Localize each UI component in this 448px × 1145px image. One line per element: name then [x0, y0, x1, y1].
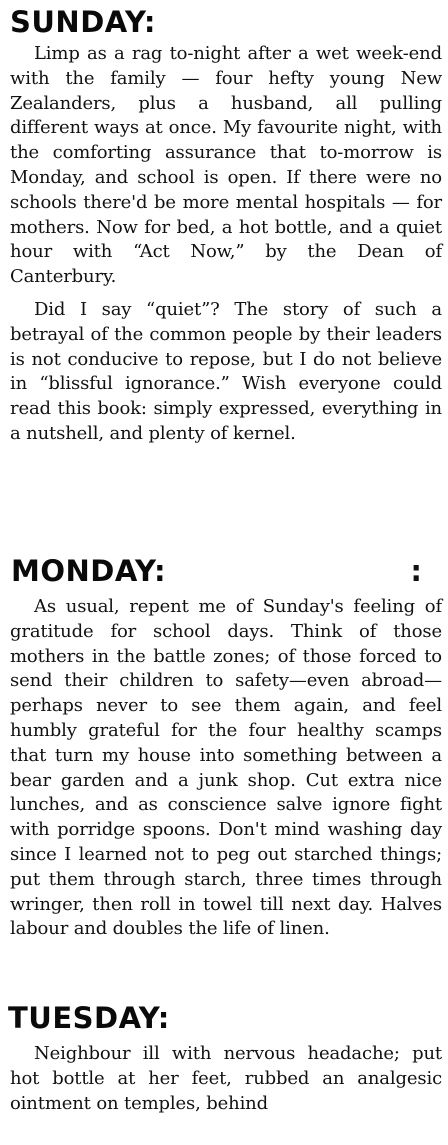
stray-colon-mark: : — [410, 554, 422, 588]
entry-paragraph: As usual, repent me of Sunday's feeling of gratitude for school days. Think of those mothers in the battle zones; of those forced to send their children to safety—even abroad—perhaps never to see them again, and feel humbly grateful for the four healthy scamps that turn my house into something between a bear garden and a junk shop. Cut extra nice lunches, and as conscience salve ignore fight with porridge spoons. Don't mind washing day since I learned not to peg out starched things; put them through starch, three times through wringer, then roll in towel till next day. Halves labour and doubles the life of linen. — [10, 596, 442, 940]
entry-heading-tuesday: TUESDAY: — [8, 1001, 170, 1035]
diary-entry-tuesday — [0, 1002, 448, 1116]
entry-paragraph: Neighbour ill with nervous headache; put hot bottle at her feet, rubbed an analgesic ointment on temples, behind — [10, 1043, 442, 1114]
entry-paragraph: Did I say “quiet”? The story of such a betrayal of the common people by their leaders is not conducive to repose, but I do not believe in “blissful ignorance.” Wish everyone could read this book: simply expressed, everything in a nutshell, and plenty of kernel. — [10, 298, 442, 444]
entry-paragraph: Limp as a rag to-night after a wet week-end with the family — four hefty young New Zealanders, plus a husband, all pulling different ways at once. My favourite night, with the comforting assurance that to-morrow is Monday, and school is open. If there were no schools there'd be more mental hospitals — for mothers. Now for bed, a hot bottle, and a quiet hour with “Act Now,” by the Dean of Canterbury. — [10, 43, 442, 288]
diary-entry-monday — [0, 555, 448, 942]
entry-heading-row — [0, 555, 448, 587]
entry-heading-monday: MONDAY: — [11, 554, 167, 588]
diary-entry-sunday — [0, 6, 448, 447]
entry-heading-sunday: SUNDAY: — [10, 5, 157, 39]
